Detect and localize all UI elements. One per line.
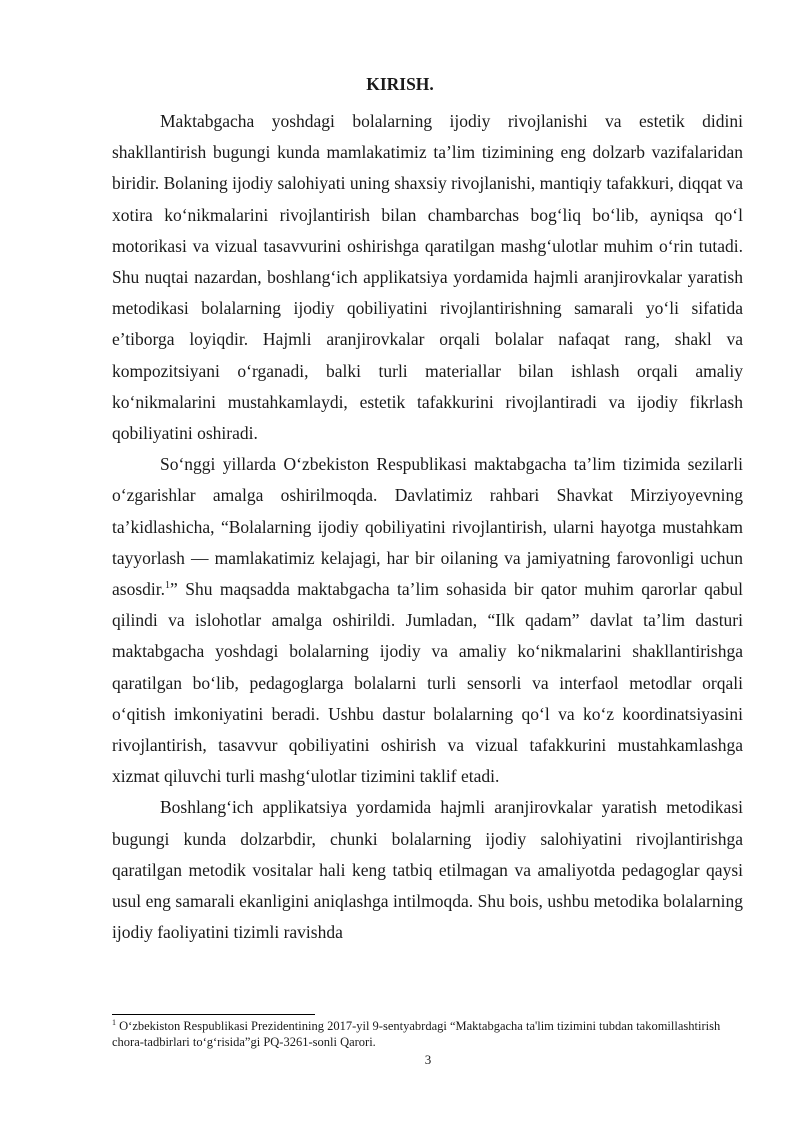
section-title: KIRISH. (366, 74, 434, 94)
footnote (112, 1018, 752, 1050)
body-text (112, 106, 743, 948)
paragraph-2 (112, 449, 743, 792)
page-number: 3 (424, 1052, 432, 1067)
footnote-text: O‘zbekiston Respublikasi Prezidentining 2017-yil 9-sentyabrdagi “Maktabgacha ta'lim tizimini tubdan takomillashtirish chora-tadbirlari to‘g‘risida”gi PQ-3261-sonli Qarori. (112, 1019, 721, 1049)
paragraph-1: Maktabgacha yoshdagi bolalarning ijodiy rivojlanishi va estetik didini shakllantirish bugungi kunda mamlakatimiz ta’lim tizimining eng dolzarb vazifalaridan biridir. Bolaning ijodiy salohiyati uning shaxsiy rivojlanishi, mantiqiy tafakkuri, diqqat va xotira ko‘nikmalarini rivojlantirish bilan chambarchas bog‘liq bo‘lib, ayniqsa qo‘l motorikasi va vizual tasavvurini oshirishga qaratilgan mashg‘ulotlar muhim o‘rin tutadi. Shu nuqtai nazardan, boshlang‘ich applikatsiya yordamida hajmli aranjirovkalar yaratish metodikasi bolalarning ijodiy qobiliyatini rivojlantirishning samarali yo‘li sifatida e’tiborga loyiqdir. Hajmli aranjirovkalar orqali bolalar nafaqat rang, shakl va kompozitsiyani o‘rganadi, balki turli materiallar bilan ishlash orqali amaliy ko‘nikmalarini mustahkamlaydi, estetik tafakkurini rivojlantiradi va ijodiy fikrlash qobiliyatini oshiradi. (112, 111, 743, 444)
footnote-marker: 1 (112, 1017, 116, 1027)
paragraph-2-text-start: So‘nggi yillarda O‘zbekiston Respublikasi maktabgacha ta’lim tizimida sezilarli o‘zgarishlar amalga oshirilmoqda. Davlatimiz rahbari Shavkat Mirziyoyevning ta’kidlashicha, “Bolalarning ijodiy qobiliyatini rivojlantirish, ularni hayotga mustahkam tayyorlash — mamlakatimiz kelajagi, har bir oilaning va jamiyatning farovonligi uchun asosdir. (112, 454, 743, 600)
footnote-reference[interactable]: 1 (165, 580, 170, 592)
paragraph-2-text-end: ” Shu maqsadda maktabgacha ta’lim sohasida bir qator muhim qarorlar qabul qilindi va islohotlar amalga oshirildi. Jumladan, “Ilk qadam” davlat ta’lim dasturi maktabgacha yoshdagi bolalarning ijodiy va amaliy ko‘nikmalarini shakllantirishga qaratilgan bo‘lib, pedagoglarga bolalarni turli sensorli va interfaol metodlar orqali o‘qitish imkoniyatini beradi. Ushbu dastur bolalarning qo‘l va ko‘z koordinatsiyasini rivojlantirish, tasavvur qobiliyatini oshirish va vizual tafakkurini mustahkamlashga xizmat qiluvchi turli mashg‘ulotlar tizimini taklif etadi. (112, 579, 743, 787)
footnote-separator (112, 1014, 315, 1015)
paragraph-3: Boshlang‘ich applikatsiya yordamida hajmli aranjirovkalar yaratish metodikasi bugungi kunda dolzarbdir, chunki bolalarning ijodiy salohiyatini rivojlantirishga qaratilgan metodik vositalar hali keng tatbiq etilmagan va amaliyotda pedagoglar qaysi usul eng samarali ekanligini aniqlashga intilmoqda. Shu bois, ushbu metodika bolalarning ijodiy faoliyatini tizimli ravishda (112, 797, 743, 943)
